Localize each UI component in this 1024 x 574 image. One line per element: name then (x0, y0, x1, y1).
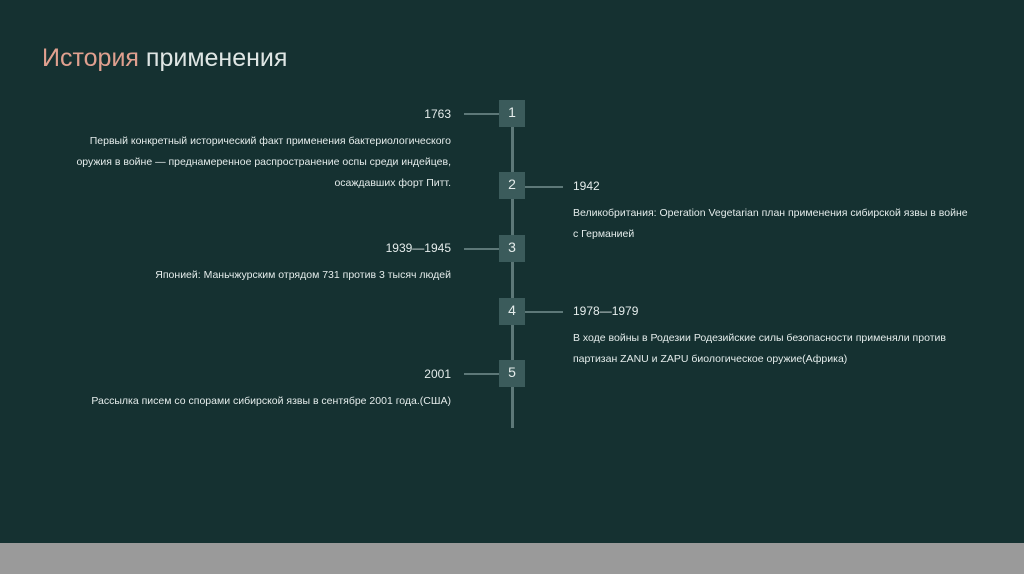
event-description-1: Первый конкретный исторический факт применения бактериологического оружия в войне — преднамеренное распространение оспы среди индейцев, осаждавших форт Питт. (76, 135, 451, 189)
connector-2 (523, 186, 563, 188)
timeline-node-3: 3 (499, 235, 525, 262)
event-description-5: Рассылка писем со спорами сибирской язвы в сентябре 2001 года.(США) (91, 395, 451, 407)
event-year-4: 1978—1979 (573, 304, 639, 318)
timeline-node-2: 2 (499, 172, 525, 199)
connector-5 (464, 373, 502, 375)
bottom-bar (0, 543, 1024, 574)
connector-4 (523, 311, 563, 313)
timeline-node-4: 4 (499, 298, 525, 325)
title-rest: применения (145, 44, 288, 72)
event-description-3: Японией: Маньчжурским отрядом 731 против 3 тысяч людей (155, 269, 451, 281)
event-year-5: 2001 (424, 367, 451, 381)
connector-1 (464, 113, 502, 115)
timeline-node-5: 5 (499, 360, 525, 387)
slide-title (42, 44, 287, 73)
connector-3 (464, 248, 502, 250)
event-description-4: В ходе войны в Родезии Родезийские силы безопасности применяли против партизан ZANU и ZAPU биологическое оружие(Африка) (573, 332, 946, 365)
event-year-1: 1763 (424, 107, 451, 121)
event-year-2: 1942 (573, 179, 600, 193)
timeline-node-1: 1 (499, 100, 525, 127)
title-accent: История (42, 44, 139, 72)
event-year-3: 1939—1945 (385, 241, 451, 255)
event-description-2: Великобритания: Operation Vegetarian план применения сибирской язвы в войне с Германией (573, 207, 968, 240)
